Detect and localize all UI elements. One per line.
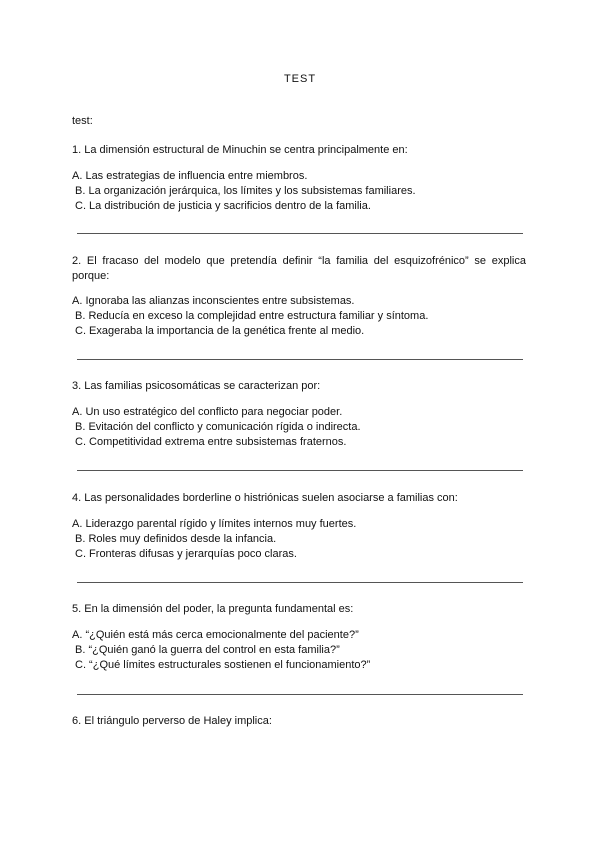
question-text: 6. El triángulo perverso de Haley implica:: [72, 715, 272, 727]
question-text: 3. Las familias psicosomáticas se caracterizan por:: [72, 380, 321, 392]
answer-line: [77, 582, 523, 583]
answer-line: [77, 470, 523, 471]
option-b: B. La organización jerárquica, los límites y los subsistemas familiares.: [75, 185, 416, 197]
option-a: A. Liderazgo parental rígido y límites internos muy fuertes.: [72, 518, 357, 530]
option-b: B. Evitación del conflicto y comunicación rígida o indirecta.: [75, 421, 361, 433]
question-text: 5. En la dimensión del poder, la pregunta fundamental es:: [72, 603, 354, 615]
question-1: [72, 143, 526, 214]
document-intro: test:: [72, 115, 93, 127]
options-list: [72, 517, 526, 562]
option-b: B. Roles muy definidos desde la infancia.: [75, 533, 277, 545]
question-4: [72, 491, 526, 562]
question-3: [72, 379, 526, 450]
question-text: 2. El fracaso del modelo que pretendía definir “la familia del esquizofrénico” se explica porque:: [72, 255, 526, 282]
option-c: C. La distribución de justicia y sacrificios dentro de la familia.: [75, 200, 371, 212]
answer-line: [77, 233, 523, 234]
option-a: A. “¿Quién está más cerca emocionalmente del paciente?”: [72, 629, 359, 641]
answer-line: [77, 694, 523, 695]
option-a: A. Un uso estratégico del conflicto para negociar poder.: [72, 406, 343, 418]
option-a: A. Las estrategias de influencia entre miembros.: [72, 170, 308, 182]
question-text: 1. La dimensión estructural de Minuchin se centra principalmente en:: [72, 144, 408, 156]
answer-line: [77, 359, 523, 360]
question-2: [72, 254, 526, 339]
question-6: [72, 714, 526, 729]
document-title: TEST: [283, 73, 317, 85]
option-b: B. Reducía en exceso la complejidad entre estructura familiar y síntoma.: [75, 310, 429, 322]
option-c: C. Fronteras difusas y jerarquías poco claras.: [75, 548, 297, 560]
question-5: [72, 602, 526, 673]
options-list: [72, 405, 526, 450]
option-a: A. Ignoraba las alianzas inconscientes entre subsistemas.: [72, 295, 355, 307]
options-list: [72, 169, 526, 214]
option-c: C. Competitividad extrema entre subsistemas fraternos.: [75, 436, 347, 448]
option-c: C. Exageraba la importancia de la genética frente al medio.: [75, 325, 365, 337]
options-list: [72, 628, 526, 673]
options-list: [72, 294, 526, 339]
option-c: C. “¿Qué límites estructurales sostienen el funcionamiento?”: [75, 659, 371, 671]
question-text: 4. Las personalidades borderline o histriónicas suelen asociarse a familias con:: [72, 492, 458, 504]
option-b: B. “¿Quién ganó la guerra del control en esta familia?”: [75, 644, 340, 656]
